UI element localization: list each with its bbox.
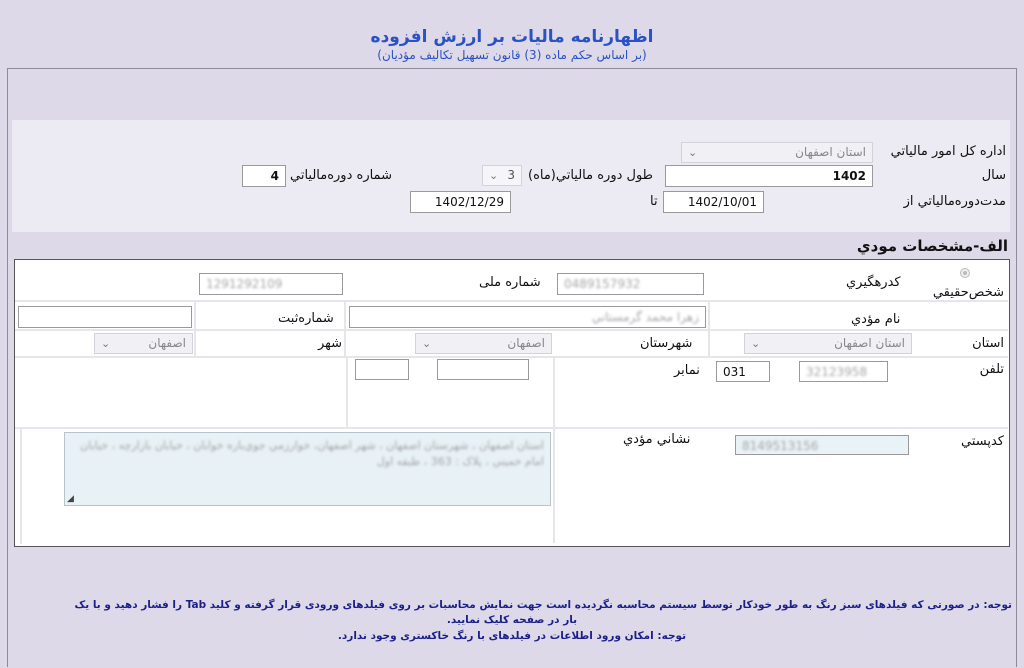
- chevron-down-icon: ⌄: [101, 337, 111, 350]
- period-length-select[interactable]: ⌄ 3: [482, 165, 522, 186]
- col-divider: [344, 301, 346, 357]
- chevron-down-icon: ⌄: [422, 337, 432, 350]
- province-select[interactable]: ⌄ استان اصفهان: [744, 333, 912, 354]
- year-label: سال: [981, 168, 1006, 183]
- resize-grip-icon[interactable]: ◢: [67, 494, 74, 504]
- row-divider: [15, 329, 1008, 331]
- period-number-field[interactable]: 4: [242, 165, 286, 187]
- col-divider: [346, 357, 348, 427]
- col-divider: [194, 301, 196, 357]
- fax-field[interactable]: [437, 359, 529, 380]
- economic-code-field[interactable]: 0489157932: [557, 273, 704, 295]
- registration-field[interactable]: [18, 306, 192, 328]
- col-divider: [553, 357, 555, 543]
- area-code-field[interactable]: 031: [716, 361, 770, 382]
- period-range-label: مدت‌دوره‌مالياتي از: [903, 194, 1006, 209]
- city-select[interactable]: ⌄ اصفهان: [94, 333, 193, 354]
- note-line-1: توجه: در صورتی که فیلدهای سبز رنگ به طور خودکار توسط سیستم محاسبه نگردیده است جهت نمایش محاسبات بر روی فیلدهای ورودی قرار گرفته و کلید Tab را فشار دهید و با یک: [74, 599, 1012, 611]
- page-title: اظهارنامه ماليات بر ارزش افزوده: [370, 27, 654, 47]
- to-label: تا: [650, 194, 658, 209]
- fax-label: نمابر: [674, 363, 700, 378]
- fax-area-code-field[interactable]: [355, 359, 409, 380]
- taxpayer-section-title: الف-مشخصات مودي: [856, 237, 1008, 255]
- col-divider: [20, 428, 22, 544]
- address-label: نشاني مؤدي: [623, 432, 691, 447]
- city-label: شهر: [318, 336, 343, 351]
- person-type-radio[interactable]: [960, 268, 970, 278]
- chevron-down-icon: ⌄: [489, 169, 499, 182]
- page-subtitle: (بر اساس حکم ماده (3) قانون تسهيل تکاليف مؤديان): [377, 48, 647, 62]
- taxpayer-name-label: نام مؤدي: [851, 312, 901, 327]
- row-divider: [15, 427, 1008, 429]
- row-divider: [15, 300, 1008, 302]
- note-line-2: بار در صفحه کلیک نمایید.: [446, 614, 578, 626]
- postal-code-field[interactable]: 8149513156: [735, 435, 909, 455]
- national-id-label: شماره ملی: [479, 275, 541, 290]
- economic-code-label: کدرهگيري: [846, 275, 901, 290]
- registration-label: شماره‌ثبت: [278, 311, 334, 326]
- county-label: شهرستان: [640, 336, 693, 351]
- chevron-down-icon: ⌄: [688, 146, 698, 159]
- row-divider: [15, 356, 1008, 358]
- period-number-label: شماره دوره‌مالياتي: [290, 168, 392, 183]
- phone-field[interactable]: 32123958: [799, 361, 888, 382]
- col-divider: [708, 301, 710, 357]
- period-length-label: طول دوره مالياتي(ماه): [528, 168, 654, 183]
- person-type-label: شخص‌حقيقي: [932, 285, 1004, 300]
- address-textarea[interactable]: استان اصفهان ، شهرستان اصفهان ، شهر اصفهان، خوارزمي جوي‌باره خوابان ، خيابان بازارچه ، خيابان امام خميني ، پلاک : 363 ، طبقه اول ◢: [64, 432, 551, 506]
- taxpayer-name-field[interactable]: زهرا محمد گرمستاني: [349, 306, 706, 328]
- national-id-field[interactable]: 1291292109: [199, 273, 343, 295]
- office-label: اداره کل امور مالياتي: [890, 144, 1006, 159]
- county-select[interactable]: ⌄ اصفهان: [415, 333, 552, 354]
- postal-code-label: کدپستي: [961, 434, 1004, 449]
- note-line-3: توجه: امکان ورود اطلاعات در فیلدهای با رنگ خاکستری وجود ندارد.: [337, 630, 687, 642]
- period-from-field[interactable]: 1402/10/01: [663, 191, 764, 213]
- period-to-field[interactable]: 1402/12/29: [410, 191, 511, 213]
- province-label: استان: [972, 336, 1004, 351]
- office-select[interactable]: ⌄ استان اصفهان: [681, 142, 873, 163]
- year-field[interactable]: 1402: [665, 165, 873, 187]
- phone-label: تلفن: [979, 362, 1004, 377]
- chevron-down-icon: ⌄: [751, 337, 761, 350]
